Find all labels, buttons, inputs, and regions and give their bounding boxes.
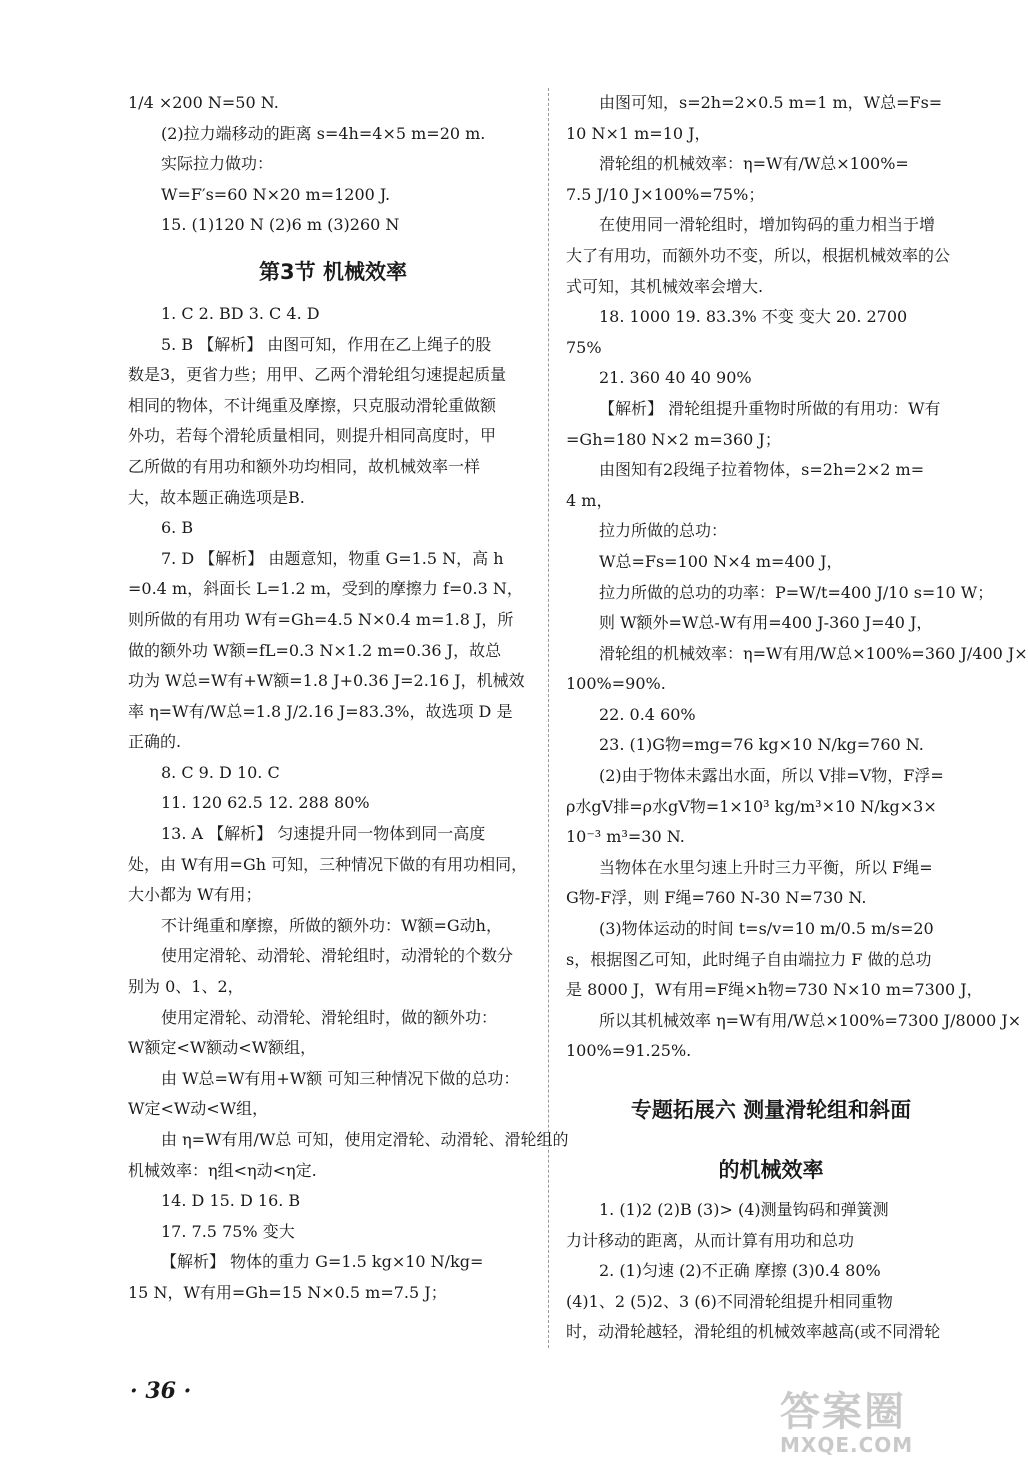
text-line: s，根据图乙可知，此时绳子自由端拉力 F 做的总功: [566, 949, 932, 969]
text-line: 式可知，其机械效率会增大.: [566, 276, 764, 296]
text-line: 使用定滑轮、动滑轮、滑轮组时，动滑轮的个数分: [161, 946, 514, 966]
text-line: 实际拉力做功：: [161, 154, 274, 174]
text-line: 不计绳重和摩擦，所做的额外功：W额=G动h，: [161, 915, 502, 935]
text-line: 使用定滑轮、动滑轮、滑轮组时，做的额外功：: [161, 1007, 498, 1027]
text-line: (3)物体运动的时间 t=s/v=10 m/0.5 m/s=20: [599, 919, 934, 939]
text-line: W定<W动<W组，: [128, 1099, 269, 1119]
text-line: 10 N×1 m=10 J，: [566, 123, 711, 143]
text-line: 1. C 2. BD 3. C 4. D: [161, 303, 320, 323]
text-line: W总=Fs=100 N×4 m=400 J，: [599, 551, 843, 571]
text-line: 外功，若每个滑轮质量相同，则提升相同高度时，甲: [128, 426, 497, 446]
text-line: 11. 120 62.5 12. 288 80%: [161, 793, 370, 813]
text-line: 14. D 15. D 16. B: [161, 1191, 301, 1211]
page-number: · 36 ·: [130, 1378, 192, 1404]
text-line: 21. 360 40 40 90%: [599, 368, 752, 388]
text-line: ρ水gV排=ρ水gV物=1×10³ kg/m³×10 N/kg×3×: [566, 796, 937, 816]
text-line: 75%: [566, 337, 602, 357]
text-line: 处，由 W有用=Gh 可知，三种情况下做的有用功相同，: [128, 854, 528, 874]
text-line: 23. (1)G物=mg=76 kg×10 N/kg=760 N.: [599, 735, 924, 755]
text-line: =0.4 m，斜面长 L=1.2 m，受到的摩擦力 f=0.3 N，: [128, 579, 523, 599]
text-line: 15. (1)120 N (2)6 m (3)260 N: [161, 215, 400, 235]
text-line: 相同的物体，不计绳重及摩擦，只克服动滑轮重做额: [128, 395, 497, 415]
section-heading: 第3节 机械效率: [259, 259, 407, 284]
text-line: 1/4 ×200 N=50 N.: [128, 93, 279, 112]
text-line: 数是3，更省力些；用甲、乙两个滑轮组匀速提起质量: [128, 365, 507, 385]
column-divider: [548, 88, 549, 1348]
text-line: 10⁻³ m³=30 N.: [566, 827, 685, 847]
text-line: 力计移动的距离，从而计算有用功和总功: [566, 1230, 855, 1250]
text-line: 7. D 【解析】 由题意知，物重 G=1.5 N，高 h: [161, 548, 504, 568]
text-line: 拉力所做的总功的功率：P=W/t=400 J/10 s=10 W；: [599, 582, 994, 602]
text-line: W=F′s=60 N×20 m=1200 J.: [161, 184, 391, 204]
text-line: 22. 0.4 60%: [599, 704, 696, 724]
text-line: 所以其机械效率 η=W有用/W总×100%=7300 J/8000 J×: [599, 1010, 1022, 1030]
text-line: 100%=91.25%.: [566, 1041, 692, 1061]
text-line: 18. 1000 19. 83.3% 不变 变大 20. 2700: [599, 307, 908, 327]
text-line: 5. B 【解析】 由图可知，作用在乙上绳子的股: [161, 334, 492, 354]
watermark-main: 答案圈: [780, 1389, 906, 1435]
text-line: 在使用同一滑轮组时，增加钩码的重力相当于增: [599, 215, 936, 235]
text-line: 拉力所做的总功：: [599, 521, 728, 541]
text-line: 机械效率：η组<η动<η定.: [128, 1160, 317, 1180]
text-line: 6. B: [161, 518, 194, 538]
text-line: G物-F浮，则 F绳=760 N-30 N=730 N.: [566, 888, 867, 908]
watermark-site: MXQE.COM: [780, 1433, 914, 1457]
text-line: 1. (1)2 (2)B (3)> (4)测量钩码和弹簧测: [599, 1200, 889, 1219]
text-line: 正确的.: [128, 732, 182, 752]
text-line: 率 η=W有/W总=1.8 J/2.16 J=83.3%，故选项 D 是: [128, 701, 513, 721]
text-line: 则所做的有用功 W有=Gh=4.5 N×0.4 m=1.8 J，所: [128, 609, 514, 629]
text-line: =Gh=180 N×2 m=360 J；: [566, 429, 781, 449]
right-column: [566, 88, 1028, 1348]
watermark-logo: [780, 1380, 913, 1457]
text-line: 由 η=W有用/W总 可知，使用定滑轮、动滑轮、滑轮组的: [161, 1130, 569, 1149]
text-line: 别为 0、1、2，: [128, 977, 244, 997]
text-line: 大小都为 W有用；: [128, 885, 262, 905]
text-line: 当物体在水里匀速上升时三力平衡，所以 F绳=: [599, 857, 933, 877]
text-line: (4)1、2 (5)2、3 (6)不同滑轮组提升相同重物: [566, 1291, 893, 1311]
text-line: 4 m，: [566, 490, 613, 510]
text-line: 【解析】 滑轮组提升重物时所做的有用功：W有: [599, 398, 941, 418]
text-line: 时，动滑轮越轻，滑轮组的机械效率越高(或不同滑轮: [566, 1322, 941, 1342]
text-line: 滑轮组的机械效率：η=W有用/W总×100%=360 J/400 J×: [599, 643, 1028, 663]
text-line: 13. A 【解析】 匀速提升同一物体到同一高度: [161, 824, 486, 844]
text-line: 大了有用功，而额外功不变，所以，根据机械效率的公: [566, 245, 951, 265]
text-line: 做的额外功 W额=fL=0.3 N×1.2 m=0.36 J，故总: [128, 640, 502, 660]
text-line: 【解析】 物体的重力 G=1.5 kg×10 N/kg=: [161, 1252, 484, 1272]
text-line: 由 W总=W有用+W额 可知三种情况下做的总功：: [161, 1068, 520, 1088]
text-line: 功为 W总=W有+W额=1.8 J+0.36 J=2.16 J，机械效: [128, 671, 525, 691]
text-line: 大，故本题正确选项是B.: [128, 487, 305, 507]
text-line: 2. (1)匀速 (2)不正确 摩擦 (3)0.4 80%: [599, 1261, 881, 1281]
text-line: 15 N，W有用=Gh=15 N×0.5 m=7.5 J；: [128, 1282, 447, 1302]
text-line: 由图知有2段绳子拉着物体，s=2h=2×2 m=: [599, 460, 925, 480]
section-heading: 专题拓展六 测量滑轮组和斜面: [630, 1098, 912, 1122]
text-line: 7.5 J/10 J×100%=75%；: [566, 184, 765, 204]
text-line: (2)拉力端移动的距离 s=4h=4×5 m=20 m.: [161, 123, 486, 143]
left-column: [128, 88, 569, 1309]
text-line: (2)由于物体未露出水面，所以 V排=V物，F浮=: [599, 766, 944, 786]
text-line: 17. 7.5 75% 变大: [161, 1221, 295, 1241]
text-line: 是 8000 J，W有用=F绳×h物=730 N×10 m=7300 J，: [566, 980, 983, 1000]
text-line: 由图可知，s=2h=2×0.5 m=1 m，W总=Fs=: [599, 93, 943, 112]
text-line: 则 W额外=W总-W有用=400 J-360 J=40 J，: [599, 613, 933, 633]
text-line: W额定<W额动<W额组，: [128, 1038, 317, 1058]
text-line: 8. C 9. D 10. C: [161, 762, 280, 782]
text-line: 滑轮组的机械效率：η=W有/W总×100%=: [599, 154, 909, 174]
text-line: 100%=90%.: [566, 674, 666, 694]
text-line: 乙所做的有用功和额外功均相同，故机械效率一样: [128, 456, 481, 476]
section-heading: 的机械效率: [718, 1158, 824, 1182]
